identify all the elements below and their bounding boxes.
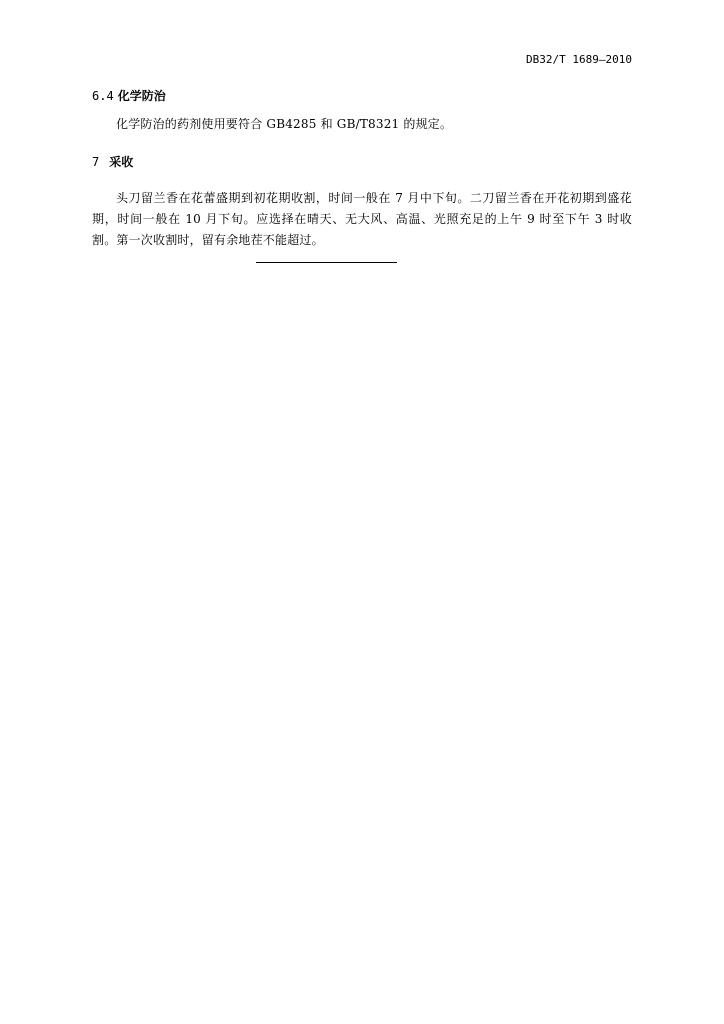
section-title: 采收 <box>109 155 134 169</box>
section-heading-7 <box>92 154 133 170</box>
section-paragraph-6-4: 化学防治的药剂使用要符合 GB4285 和 GB/T8321 的规定。 <box>116 117 453 131</box>
end-of-document-rule <box>256 262 397 263</box>
section-heading-6-4 <box>92 88 166 104</box>
section-paragraph-7: 头刀留兰香在花蕾盛期到初花期收割，时间一般在 7 月中下旬。二刀留兰香在开花初期到盛花期，时间一般在 10 月下旬。应选择在晴天、无大风、高温、光照充足的上午 9 时至下午 3 时收割。第一次收割时，留有余地茬不能超过。 <box>92 191 632 247</box>
document-code: DB32/T 1689—2010 <box>526 53 632 66</box>
section-number: 6.4 <box>92 89 114 103</box>
section-number: 7 <box>92 155 100 169</box>
section-title: 化学防治 <box>117 89 166 103</box>
